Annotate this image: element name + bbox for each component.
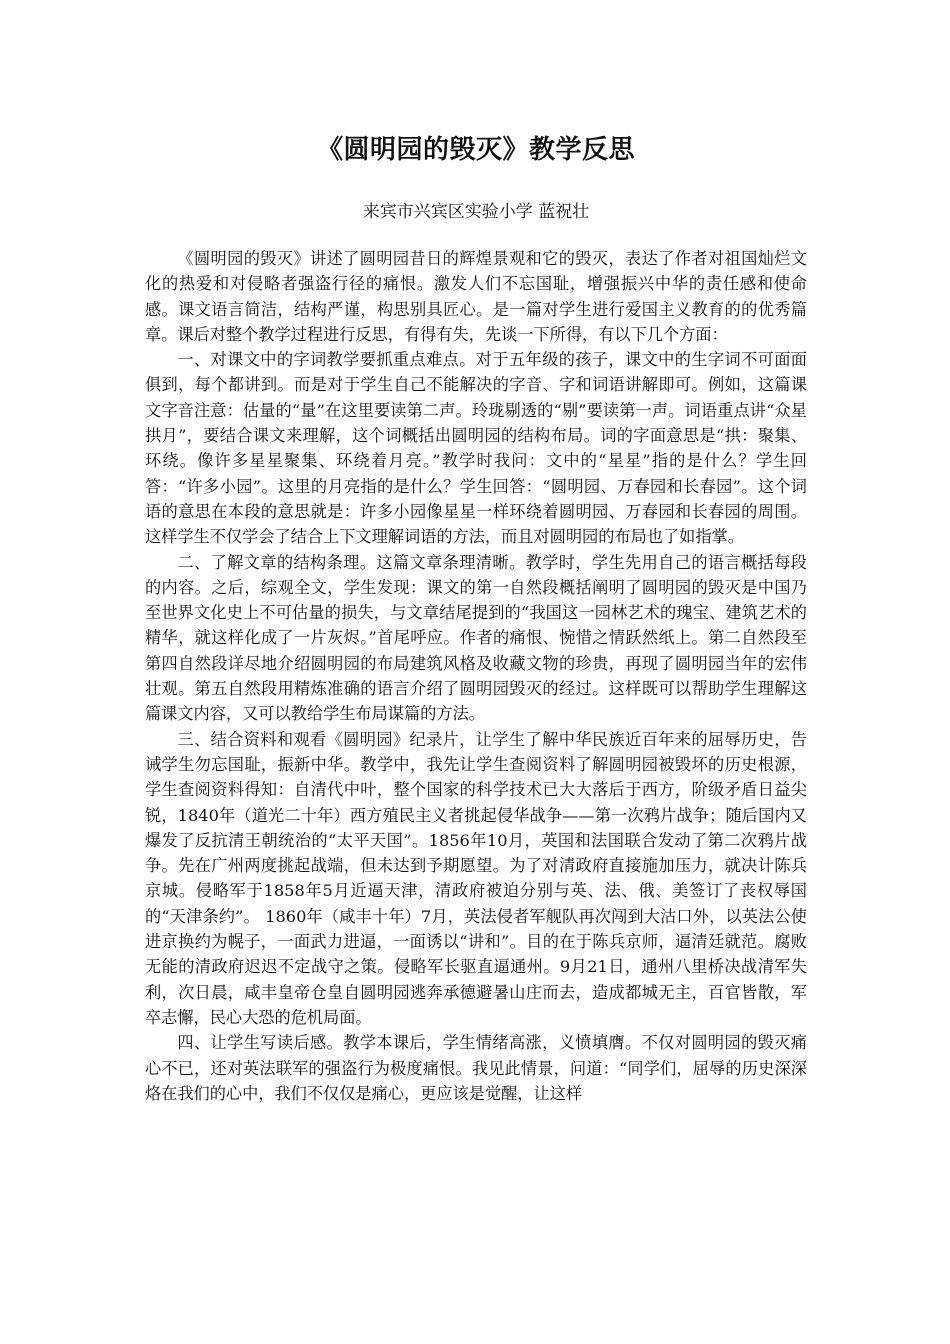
paragraph-point-4: 四、让学生写读后感。教学本课后，学生情绪高涨，义愤填膺。不仅对圆明园的毁灭痛心不已，还对英法联军的强盗行为极度痛恨。我见此情景，问道：“同学们，屈辱的历史深深烙在我们的心中，我们不仅仅是痛心，更应该是觉醒，让这样 [145,1033,807,1103]
paragraph-intro: 《圆明园的毁灭》讲述了圆明园昔日的辉煌景观和它的毁灭，表达了作者对祖国灿烂文化的热爱和对侵略者强盗行径的痛恨。激发人们不忘国耻，增强振兴中华的责任感和使命感。课文语言简洁，结构严谨，构思别具匠心。是一篇对学生进行爱国主义教育的的优秀篇章。课后对整个教学过程进行反思，有得有失，先谈一下所得，有以下几个方面： [145,249,807,344]
author-line: 来宾市兴宾区实验小学 蓝祝壮 [362,202,590,222]
document-body [145,246,807,1106]
paragraph-point-3: 三、结合资料和观看《圆明园》纪录片，让学生了解中华民族近百年来的屈辱历史，告诫学生勿忘国耻，振新中华。教学中，我先让学生查阅资料了解圆明园被毁坏的历史根源，学生查阅资料得知：自清代中叶，整个国家的科学技术已大大落后于西方，阶级矛盾日益尖锐，1840年（道光二十年）西方殖民主义者挑起侵华战争——第一次鸦片战争；随后国内又爆发了反抗清王朝统治的“太平天国”。1856年10月，英国和法国联合发动了第二次鸦片战争。先在广州两度挑起战端，但未达到予期愿望。为了对清政府直接施加压力，就决计陈兵京城。侵略军于1858年5月近逼天津，清政府被迫分别与英、法、俄、美签订了丧权辱国的“天津条约”。 1860年（咸丰十年）7月，英法侵者军舰队再次闯到大沽口外，以英法公使进京换约为幌子，一面武力进逼，一面诱以“讲和”。目的在于陈兵京师，逼清廷就范。腐败无能的清政府迟迟不定战守之策。侵略军长驱直逼通州。9月21日，通州八里桥决战清军失利，次日晨，咸丰皇帝仓皇自圆明园逃奔承德避暑山庄而去，造成都城无主，百官皆散，军卒志懈，民心大恐的危机局面。 [145,729,807,1027]
document-title: 《圆明园的毁灭》教学反思 [316,135,635,165]
paragraph-point-2: 二、了解文章的结构条理。这篇文章条理清晰。教学时，学生先用自己的语言概括每段的内容。之后，综观全文，学生发现：课文的第一自然段概括阐明了圆明园的毁灭是中国乃至世界文化史上不可估量的损失，与文章结尾提到的“我国这一园林艺术的瑰宝、建筑艺术的精华，就这样化成了一片灰烬。”首尾呼应。作者的痛恨、惋惜之情跃然纸上。第二自然段至第四自然段详尽地介绍圆明园的布局建筑风格及收藏文物的珍贵，再现了圆明园当年的宏伟壮观。第五自然段用精炼准确的语言介绍了圆明园毁灭的经过。这样既可以帮助学生理解这篇课文内容，又可以教给学生布局谋篇的方法。 [145,552,807,724]
document-page [145,128,807,1106]
paragraph-point-1: 一、对课文中的字词教学要抓重点难点。对于五年级的孩子，课文中的生字词不可面面俱到，每个都讲到。而是对于学生自己不能解决的字音、字和词语讲解即可。例如，这篇课文字音注意：估量的“量”在这里要读第二声。玲珑剔透的“剔”要读第一声。词语重点讲“众星拱月”，要结合课文来理解，这个词概括出圆明园的结构布局。词的字面意思是“拱：聚集、环绕。像许多星星聚集、环绕着月亮。”教学时我问：文中的“星星”指的是什么？学生回答：“许多小园”。这里的月亮指的是什么？学生回答：“圆明园、万春园和长春园”。这个词语的意思在本段的意思就是：许多小园像星星一样环绕着圆明园、万春园和长春园的周围。这样学生不仅学会了结合上下文理解词语的方法，而且对圆明园的布局也了如指掌。 [145,350,807,547]
